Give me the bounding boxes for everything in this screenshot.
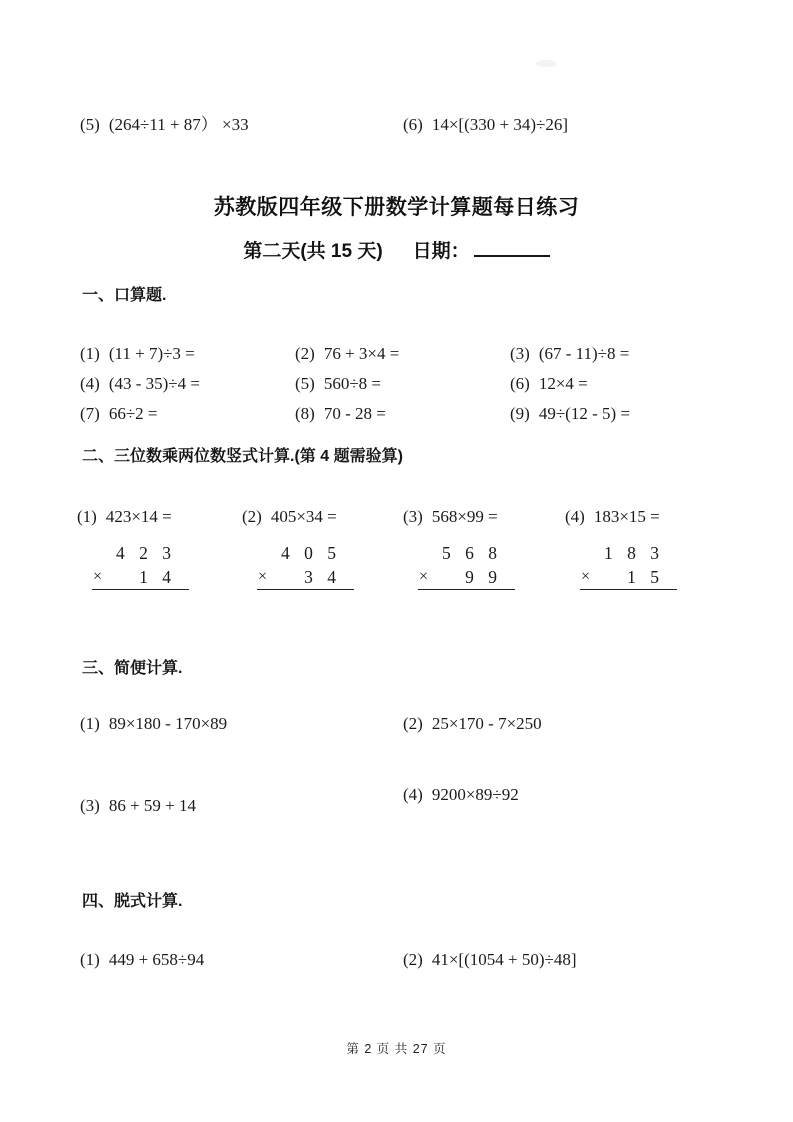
multiply-sign: × [258, 568, 268, 585]
multiplicand-digits: 1 8 3 [604, 543, 659, 563]
problem-label: (4) [403, 785, 423, 804]
problem-statement [242, 508, 403, 526]
multiplier-row [257, 565, 354, 589]
problem-label: (6) [403, 115, 423, 134]
problem-label: (2) [403, 950, 423, 969]
multiplicand-digits: 5 6 8 [442, 543, 497, 563]
problem-expression: 12×4 = [538, 374, 588, 393]
multiply-sign: × [581, 568, 591, 585]
problem-label: (3) [80, 796, 100, 815]
simplify-problem-3 [80, 797, 196, 815]
problem-expression: 9200×89÷92 [431, 785, 519, 804]
section-heading-oral: 一、口算题. [82, 287, 167, 304]
problem-label: (3) [403, 507, 423, 526]
problem-expression: 89×180 - 170×89 [108, 714, 228, 733]
multiply-sign: × [93, 568, 103, 585]
problem-statement [403, 508, 565, 526]
problem-expression: (11 + 7)÷3 = [108, 344, 195, 363]
stepwise-problem-1 [80, 951, 204, 969]
multiplier-digits: 9 9 [465, 567, 497, 587]
problem-expression: 70 - 28 = [323, 404, 386, 423]
multiply-sign: × [419, 568, 429, 585]
problem-label: (1) [80, 714, 100, 733]
vertical-problem-1 [77, 508, 242, 590]
oral-problem-7 [80, 404, 295, 424]
problem-expression: 76 + 3×4 = [323, 344, 400, 363]
simplify-problem-1 [80, 715, 227, 733]
problem-expression: 183×15 = [593, 507, 660, 526]
vertical-problem-2 [242, 508, 403, 590]
problem-expression: 14×[(330 + 34)÷26] [431, 115, 568, 134]
problem-expression: 49÷(12 - 5) = [538, 404, 630, 423]
date-label: 日期： [412, 241, 470, 263]
problem-label: (1) [80, 950, 100, 969]
oral-problem-8 [295, 404, 510, 424]
vertical-work-area [580, 542, 677, 590]
multiplier-row [580, 565, 677, 589]
problem-expression: 41×[(1054 + 50)÷48] [431, 950, 577, 969]
problem-label: (2) [295, 344, 315, 363]
problem-label: (4) [80, 374, 100, 393]
oral-problem-6 [510, 374, 730, 394]
oral-problem-1 [80, 344, 295, 364]
problem-expression: 568×99 = [431, 507, 498, 526]
vertical-problems-row [77, 508, 725, 590]
problem-expression: 449 + 658÷94 [108, 950, 205, 969]
oral-problems-grid [80, 344, 730, 434]
multiplicand-digits: 4 0 5 [281, 543, 336, 563]
problem-expression: 25×170 - 7×250 [431, 714, 542, 733]
vertical-problem-3 [403, 508, 565, 590]
problem-label: (6) [510, 374, 530, 393]
oral-problem-4 [80, 374, 295, 394]
multiplier-digits: 3 4 [304, 567, 336, 587]
stepwise-problem-2 [403, 951, 576, 969]
oral-problem-2 [295, 344, 510, 364]
multiplier-digits: 1 5 [627, 567, 659, 587]
problem-label: (5) [295, 374, 315, 393]
vertical-work-area [257, 542, 354, 590]
problem-statement [77, 508, 242, 526]
scan-artifact-mark [536, 60, 556, 67]
problem-label: (2) [242, 507, 262, 526]
day-counter: 第二天(共 15 天) [243, 241, 383, 263]
problem-label: (1) [80, 344, 100, 363]
problem-expression: 423×14 = [105, 507, 172, 526]
problem-expression: (43 - 35)÷4 = [108, 374, 200, 393]
vertical-problem-4 [565, 508, 725, 590]
problem-expression: 560÷8 = [323, 374, 381, 393]
problem-expression: 405×34 = [270, 507, 337, 526]
problem-expression: (264÷11 + 87） ×33 [108, 115, 249, 134]
section-heading-simplify: 三、简便计算. [82, 660, 183, 677]
section-heading-vertical: 二、三位数乘两位数竖式计算.(第 4 题需验算) [82, 448, 403, 465]
problem-label: (9) [510, 404, 530, 423]
vertical-work-area [418, 542, 515, 590]
problem-label: (1) [77, 507, 97, 526]
oral-problem-3 [510, 344, 730, 364]
multiplier-row [418, 565, 515, 589]
problem-label: (5) [80, 115, 100, 134]
problem-expression: 66÷2 = [108, 404, 158, 423]
carryover-problem-5 [80, 116, 249, 134]
simplify-problem-4 [403, 786, 519, 804]
oral-problem-5 [295, 374, 510, 394]
problem-label: (8) [295, 404, 315, 423]
problem-label: (4) [565, 507, 585, 526]
multiplier-row [92, 565, 189, 589]
problem-label: (2) [403, 714, 423, 733]
problem-expression: 86 + 59 + 14 [108, 796, 197, 815]
date-fill-in-blank [474, 236, 550, 257]
problem-expression: (67 - 11)÷8 = [538, 344, 630, 363]
worksheet-title: 苏教版四年级下册数学计算题每日练习 [213, 196, 580, 219]
problem-label: (7) [80, 404, 100, 423]
worksheet-subtitle [0, 236, 793, 263]
simplify-problem-2 [403, 715, 542, 733]
carryover-problem-6 [403, 116, 568, 134]
page-number-footer: 第 2 页 共 27 页 [346, 1042, 447, 1056]
vertical-work-area [92, 542, 189, 590]
oral-problem-9 [510, 404, 730, 424]
multiplicand-digits: 4 2 3 [116, 543, 171, 563]
problem-label: (3) [510, 344, 530, 363]
multiplier-digits: 1 4 [139, 567, 171, 587]
problem-statement [565, 508, 725, 526]
section-heading-stepwise: 四、脱式计算. [82, 893, 183, 910]
